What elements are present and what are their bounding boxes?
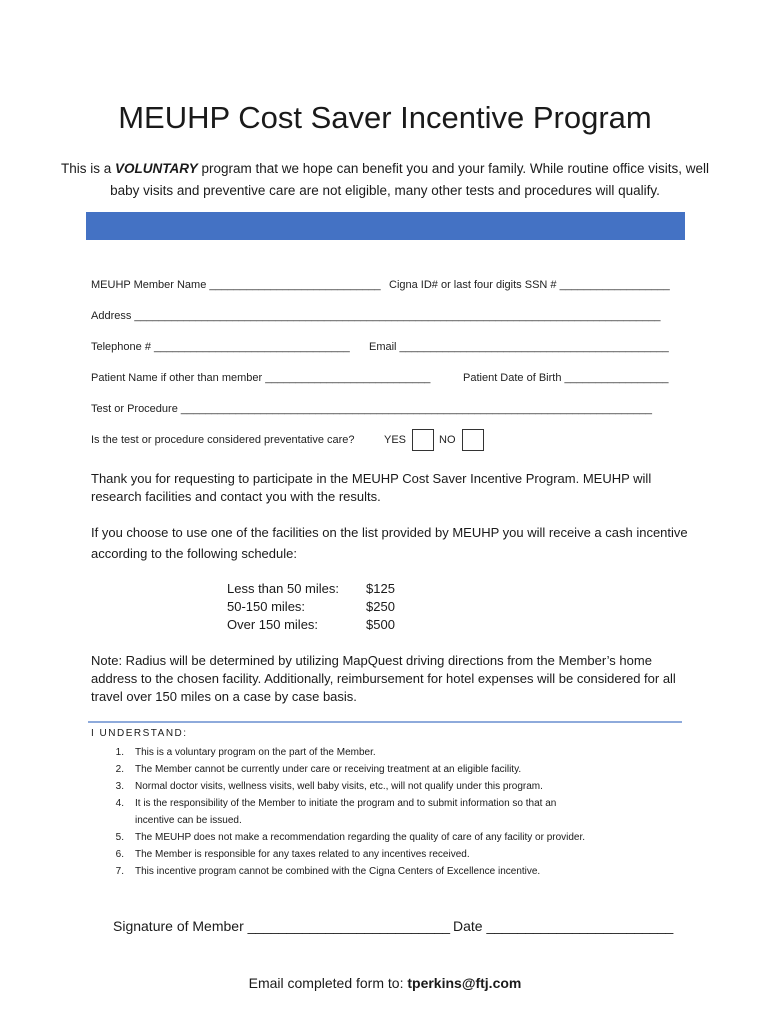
address-field[interactable]: Address ______________________________________________________________________________________ (91, 310, 661, 322)
no-checkbox[interactable] (462, 429, 484, 451)
section-divider (88, 721, 682, 723)
page-title: MEUHP Cost Saver Incentive Program (118, 100, 652, 135)
thank-you-paragraph: Thank you for requesting to participate in the MEUHP Cost Saver Incentive Program. MEUHP will research facilities and contact you with the results. (91, 471, 652, 504)
list-item-text: It is the responsibility of the Member to initiate the program and to submit information so that an (135, 798, 557, 809)
schedule-distance-1: Less than 50 miles: (227, 581, 340, 596)
date-field[interactable]: Date ________________________ (453, 918, 674, 934)
list-item-number: 3. (115, 781, 124, 792)
telephone-field[interactable]: Telephone # ________________________________ (91, 341, 350, 353)
no-label: NO (439, 434, 456, 446)
intro-suffix: program that we hope can benefit you and your family. While routine office visits, well baby visits and preventive care are not eligible, many other tests and procedures will qualify. (110, 161, 710, 198)
email-instruction (0, 975, 770, 991)
list-item-number: 5. (115, 832, 124, 843)
list-item-text: The Member is responsible for any taxes related to any incentives received. (135, 849, 470, 860)
cigna-id-field[interactable]: Cigna ID# or last four digits SSN # __________________ (389, 279, 670, 291)
no-option (439, 429, 484, 451)
intro-prefix: This is a (60, 161, 115, 176)
schedule-amount-1: $125 (366, 581, 395, 596)
incentive-intro-paragraph: If you choose to use one of the facilities on the list provided by MEUHP you will receive a cash incentive according to the following schedule: (91, 525, 688, 561)
member-name-field[interactable]: MEUHP Member Name ____________________________ (91, 279, 381, 291)
test-procedure-field[interactable]: Test or Procedure _____________________________________________________________________________ (91, 403, 652, 415)
email-field[interactable]: Email ____________________________________________ (369, 341, 669, 353)
intro-voluntary: VOLUNTARY (114, 161, 198, 176)
schedule-amount-3: $500 (366, 617, 395, 632)
list-item-number: 4. (115, 798, 124, 809)
list-item-number: 6. (115, 849, 124, 860)
yes-option (384, 429, 434, 451)
yes-checkbox[interactable] (412, 429, 434, 451)
list-item-text: The MEUHP does not make a recommendation regarding the quality of care of any facility or provider. (135, 832, 586, 843)
list-item-text: incentive can be issued. (135, 815, 242, 826)
email-address-link[interactable]: tperkins@ftj.com (407, 975, 522, 991)
list-item-text: This is a voluntary program on the part of the Member. (135, 747, 376, 758)
schedule-distance-3: Over 150 miles: (227, 617, 319, 632)
list-item-text: This incentive program cannot be combined with the Cigna Centers of Excellence incentive. (135, 866, 541, 877)
section-header-bar (86, 212, 685, 240)
patient-name-field[interactable]: Patient Name if other than member ___________________________ (91, 372, 431, 384)
list-item-number: 2. (115, 764, 124, 775)
note-paragraph: Note: Radius will be determined by utilizing MapQuest driving directions from the Member’s home address to the chosen facility. Additionally, reimbursement for hotel expenses will be considered for all travel over 150 miles on a case by case basis. (91, 653, 676, 704)
patient-dob-field[interactable]: Patient Date of Birth _________________ (463, 372, 669, 384)
schedule-amount-2: $250 (366, 599, 395, 614)
yes-label: YES (384, 434, 407, 446)
understand-heading: I UNDERSTAND: (91, 728, 188, 739)
email-prefix: Email completed form to: (248, 975, 408, 991)
list-item-text: Normal doctor visits, wellness visits, well baby visits, etc., will not qualify under this program. (135, 781, 543, 792)
list-item-text: The Member cannot be currently under care or receiving treatment at an eligible facility. (135, 764, 522, 775)
intro-paragraph (60, 158, 710, 202)
preventative-question: Is the test or procedure considered preventative care? (91, 434, 355, 446)
signature-field[interactable]: Signature of Member __________________________ (113, 918, 451, 934)
list-item-number: 1. (115, 747, 124, 758)
list-item-number: 7. (115, 866, 124, 877)
schedule-distance-2: 50-150 miles: (227, 599, 306, 614)
